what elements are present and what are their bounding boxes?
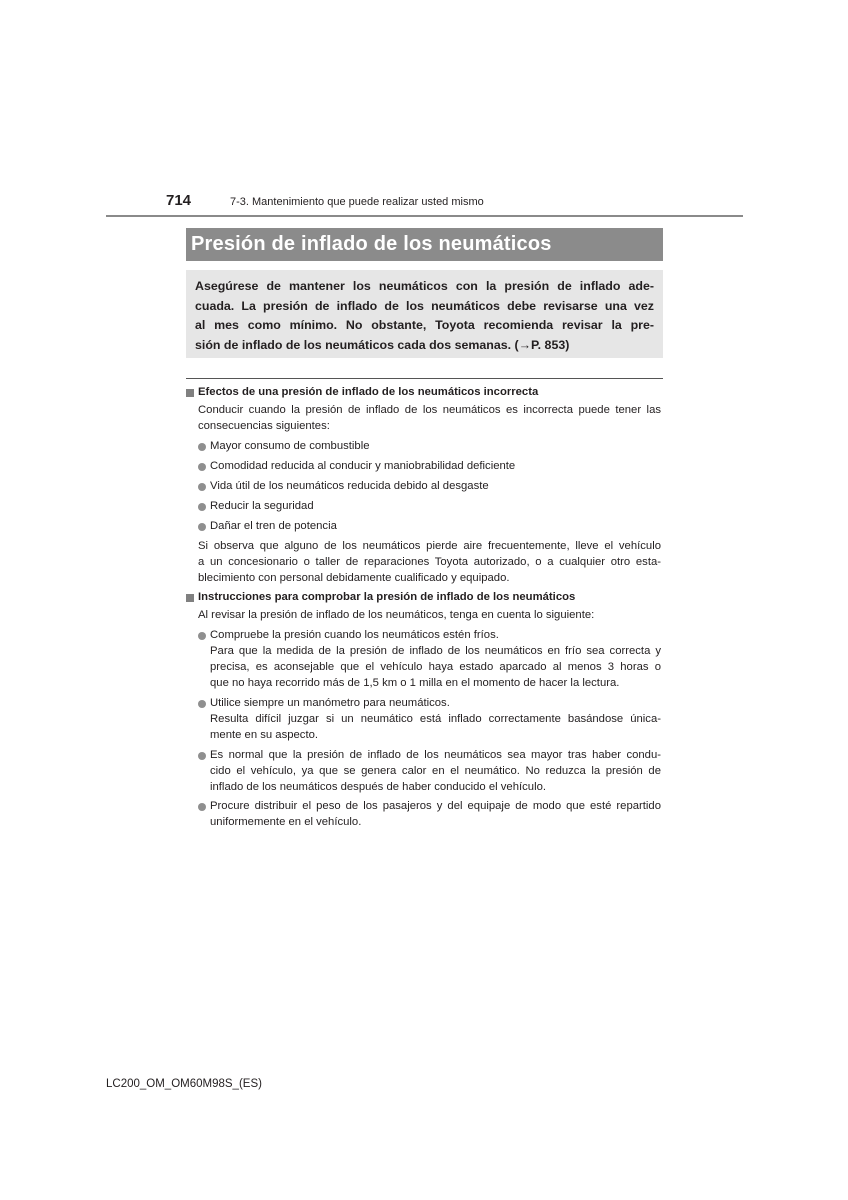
list-item-line: Resulta difícil juzgar si un neumático está inflado correctamente basándose única-	[210, 713, 661, 725]
bullet-dot-icon	[198, 632, 206, 640]
page-number: 714	[166, 192, 192, 209]
section1-closing-line: Si observa que alguno de los neumáticos pierde aire frecuentemente, lleve el vehículo	[198, 540, 661, 552]
list-item-line: inflado de los neumáticos después de haber conducido el vehículo.	[210, 781, 546, 793]
list-item: Procure distribuir el peso de los pasajeros y del equipaje de modo que esté repartido	[210, 800, 661, 812]
header-divider	[106, 215, 743, 217]
bullet-dot-icon	[198, 803, 206, 811]
section1-closing-line: a un concesionario o taller de reparaciones Toyota autorizado, o a cualquier otro esta-	[198, 556, 661, 568]
bullet-dot-icon	[198, 700, 206, 708]
list-item: Utilice siempre un manómetro para neumáticos.	[210, 697, 450, 709]
intro-box	[186, 270, 663, 358]
list-item: Mayor consumo de combustible	[210, 440, 370, 452]
bullet-dot-icon	[198, 483, 206, 491]
list-item: Dañar el tren de potencia	[210, 520, 337, 532]
square-bullet-icon	[186, 389, 194, 397]
chapter-title: 7-3. Mantenimiento que puede realizar usted mismo	[230, 196, 484, 208]
bullet-dot-icon	[198, 503, 206, 511]
intro-line: cuada. La presión de inflado de los neumáticos debe revisarse una vez	[195, 298, 654, 313]
document-code: LC200_OM_OM60M98S_(ES)	[106, 1078, 262, 1090]
intro-line: Asegúrese de mantener los neumáticos con la presión de inflado ade-	[195, 279, 654, 293]
section-title: Presión de inflado de los neumáticos	[186, 228, 663, 261]
list-item-line: cido el vehículo, ya que se genera calor en el neumático. No reduzca la presión de	[210, 765, 661, 777]
list-item: Compruebe la presión cuando los neumáticos estén fríos.	[210, 629, 499, 641]
bullet-dot-icon	[198, 752, 206, 760]
list-item: Vida útil de los neumáticos reducida debido al desgaste	[210, 480, 489, 492]
section1-intro-line: Conducir cuando la presión de inflado de los neumáticos es incorrecta puede tener las	[198, 404, 661, 416]
section1-heading: Efectos de una presión de inflado de los neumáticos incorrecta	[198, 386, 539, 398]
list-item: Reducir la seguridad	[210, 500, 314, 512]
list-item-line: Para que la medida de la presión de inflado de los neumáticos en frío sea correcta y	[210, 645, 661, 657]
intro-line: al mes como mínimo. No obstante, Toyota recomienda revisar la pre-	[195, 318, 654, 332]
section-divider	[186, 378, 663, 379]
section1-intro-line: consecuencias siguientes:	[198, 420, 330, 432]
bullet-dot-icon	[198, 443, 206, 451]
section1-closing-line: blecimiento con personal debidamente cualificado y equipado.	[198, 572, 510, 584]
bullet-dot-icon	[198, 463, 206, 471]
intro-line: sión de inflado de los neumáticos cada dos semanas. (→P. 853)	[195, 337, 570, 352]
square-bullet-icon	[186, 594, 194, 602]
section2-heading: Instrucciones para comprobar la presión de inflado de los neumáticos	[198, 591, 576, 603]
list-item-line: que no haya recorrido más de 1,5 km o 1 milla en el momento de hacer la lectura.	[210, 677, 620, 689]
list-item-line: precisa, es aconsejable que el vehículo haya estado aparcado al menos 3 horas o	[210, 661, 661, 673]
bullet-dot-icon	[198, 523, 206, 531]
list-item: Comodidad reducida al conducir y maniobrabilidad deficiente	[210, 460, 516, 472]
section2-intro: Al revisar la presión de inflado de los neumáticos, tenga en cuenta lo siguiente:	[198, 609, 595, 621]
list-item-line: mente en su aspecto.	[210, 729, 319, 741]
list-item-line: uniformemente en el vehículo.	[210, 816, 362, 828]
list-item: Es normal que la presión de inflado de los neumáticos sea mayor tras haber condu-	[210, 749, 661, 761]
